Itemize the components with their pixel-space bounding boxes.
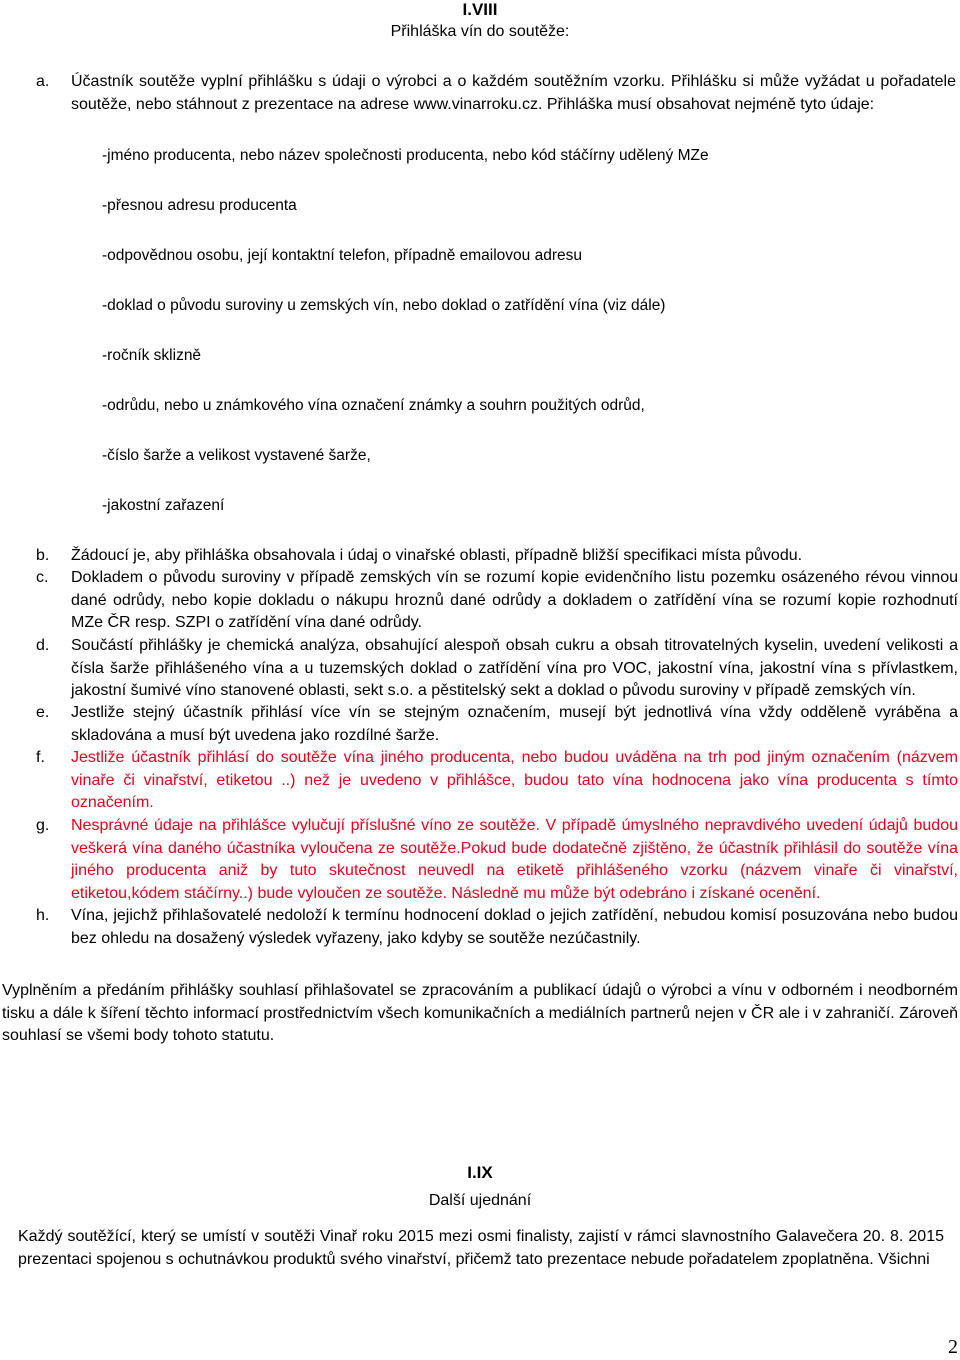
section-number: I.IX xyxy=(467,1163,493,1182)
item-g xyxy=(36,815,958,905)
section-number: I.VIII xyxy=(462,0,498,19)
requirement-item: -doklad o původu suroviny u zemských vín, nebo doklad o zatřídění vína (viz dále) xyxy=(102,297,666,314)
requirement-item: -odrůdu, nebo u známkového vína označení známky a souhrn použitých odrůd, xyxy=(102,397,645,414)
item-label: d. xyxy=(36,637,50,654)
item-text-highlighted: Nesprávné údaje na přihlášce vylučují příslušné víno ze soutěže. V případě úmyslného nepravdivého uvedení údajů budou veškerá vína daného účastníka vyloučena ze soutěže.Pokud bude dodatečně zjištěno, že účastník přihlásil do soutěže vína jiného producenta aniž by tuto skutečnost neuvedl na etiketě přihlášeného vzorku (názvem vinaře či vinařství, etiketou,kódem stáčírny..) bude vyloučen ze soutěže. Následně mu může být odebráno i získané ocenění. xyxy=(71,817,958,902)
item-a xyxy=(36,71,956,116)
item-text: Účastník soutěže vyplní přihlášku s údaji o výrobci a o každém soutěžním vzorku. Přihlášku si může vyžádat u pořadatele soutěže, nebo stáhnout z prezentace na adrese www.vinarroku.cz. Přihláška musí obsahovat nejméně tyto údaje: xyxy=(71,73,956,113)
item-text: Dokladem o původu suroviny v případě zemských vín se rozumí kopie evidenčního listu pozemku osázeného révou vinnou dané odrůdy, nebo kopie dokladu o nákupu hroznů dané odrůdy a dokladem o zatřídění vína se rozumí kopie rozhodnutí MZe ČR resp. SZPI o zatřídění vína dané odrůdy. xyxy=(71,569,958,631)
requirement-item: -přesnou adresu producenta xyxy=(102,197,297,214)
item-f xyxy=(36,747,958,815)
requirement-item: -jméno producenta, nebo název společnosti producenta, nebo kód stáčírny udělený MZe xyxy=(102,147,709,164)
item-label: e. xyxy=(36,704,50,721)
item-label: f. xyxy=(36,749,45,766)
consent-paragraph: Vyplněním a předáním přihlášky souhlasí přihlašovatel se zpracováním a publikací údajů o výrobci a vínu v odborném i neodborném tisku a dále k šíření těchto informací prostřednictvím všech komunikačních a mediálních partnerů nejen v ČR ale i v zahraničí. Zároveň souhlasí se všemi body tohoto statutu. xyxy=(2,982,958,1044)
item-text: Žádoucí je, aby přihláška obsahovala i údaj o vinařské oblasti, případně bližší specifikaci místa původu. xyxy=(71,547,803,564)
page-number: 2 xyxy=(948,1336,958,1358)
section-title: Další ujednání xyxy=(428,1192,532,1209)
item-e xyxy=(36,702,958,747)
item-label: g. xyxy=(36,817,50,834)
item-d xyxy=(36,635,958,703)
item-text-highlighted: Jestliže účastník přihlásí do soutěže vína jiného producenta, nebo budou uváděna na trh pod jiným označením (názvem vinaře či vinařství, etiketou ..) než je uvedeno v přihlášce, budou tato vína hodnocena jako vína producenta s tímto označením. xyxy=(71,749,958,811)
item-label: a. xyxy=(36,73,50,90)
requirement-item: -číslo šarže a velikost vystavené šarže, xyxy=(102,447,371,464)
item-label: h. xyxy=(36,907,50,924)
item-label: c. xyxy=(36,569,49,586)
item-text: Jestliže stejný účastník přihlásí více vín se stejným označením, musejí být jednotlivá vína vždy odděleně vyráběna a skladována a musí být uvedena jako rozdílné šarže. xyxy=(71,704,958,744)
item-text: Vína, jejichž přihlašovatelé nedoloží k termínu hodnocení doklad o jejich zatřídění, nebudou komisí posuzována nebo budou bez ohledu na dosažený výsledek vyřazeny, jako kdyby se soutěže nezúčastnily. xyxy=(71,907,958,947)
item-b xyxy=(36,545,958,568)
requirement-item: -jakostní zařazení xyxy=(102,497,225,514)
section-title: Přihláška vín do soutěže: xyxy=(390,23,570,40)
item-c xyxy=(36,567,958,635)
requirement-item: -ročník sklizně xyxy=(102,347,202,364)
item-label: b. xyxy=(36,547,50,564)
item-h xyxy=(36,905,958,950)
requirement-item: -odpovědnou osobu, její kontaktní telefon, případně emailovou adresu xyxy=(102,247,582,264)
section-paragraph: Každý soutěžící, který se umístí v soutěži Vinař roku 2015 mezi osmi finalisty, zajistí v rámci slavnostního Galavečera 20. 8. 2015 prezentaci spojenou s ochutnávkou produktů svého vinařství, přičemž tato prezentace nebude pořadatelem zpoplatněna. Všichni xyxy=(18,1228,944,1268)
item-text: Součástí přihlášky je chemická analýza, obsahující alespoň obsah cukru a obsah titrovatelných kyselin, uvedení velikosti a čísla šarže přihlášeného vína a u tuzemských doklad o zatřídění vína pro VOC, jakostní vína, jakostní vína s přívlastkem, jakostní šumivé víno stanovené oblasti, sekt s.o. a pěstitelský sekt a doklad o původu suroviny v případě zemských vín. xyxy=(71,637,958,699)
